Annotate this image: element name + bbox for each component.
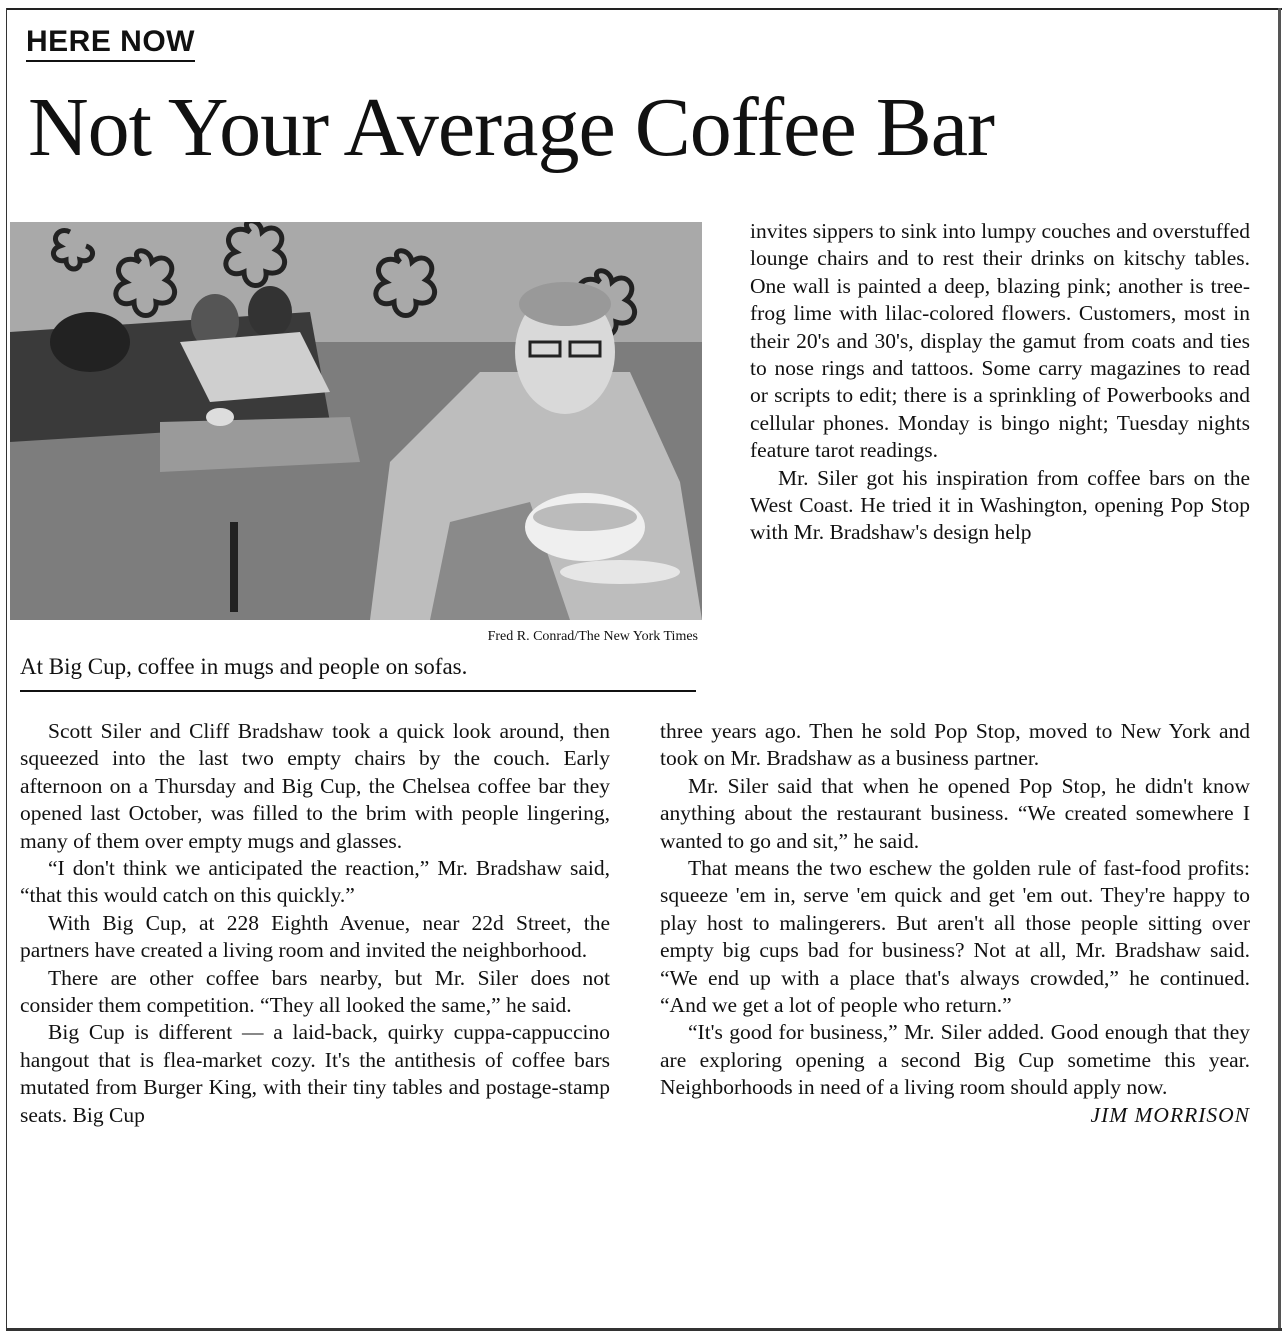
paragraph: three years ago. Then he sold Pop Stop, moved to New York and took on Mr. Bradshaw as a business partner. xyxy=(660,719,1250,771)
column-left xyxy=(20,718,610,1129)
section-label: HERE NOW xyxy=(26,26,195,62)
paragraph: Mr. Siler got his inspiration from coffee bars on the West Coast. He tried it in Washington, opening Pop Stop with Mr. Bradshaw's design help xyxy=(750,465,1250,545)
photo-credit: Fred R. Conrad/The New York Times xyxy=(487,629,698,644)
paragraph: Big Cup is different — a laid-back, quirky cuppa-cappuccino hangout that is flea-market cozy. It's the antithesis of coffee bars mutated from Burger King, with their tiny tables and postage-stamp seats. Big Cup xyxy=(20,1020,610,1127)
page-border-right xyxy=(1278,8,1281,1330)
paragraph: Scott Siler and Cliff Bradshaw took a quick look around, then squeezed into the last two empty chairs by the couch. Early afternoon on a Thursday and Big Cup, the Chelsea coffee bar they opened last October, was filled to the brim with people lingering, many of them over empty mugs and glasses. xyxy=(20,719,610,853)
caption-divider xyxy=(20,690,696,692)
paragraph: Mr. Siler said that when he opened Pop Stop, he didn't know anything about the restaurant business. “We created somewhere I wanted to go and sit,” he said. xyxy=(660,773,1250,853)
headline: Not Your Average Coffee Bar xyxy=(28,81,995,174)
page-border-left xyxy=(6,8,7,1330)
byline: JIM MORRISON xyxy=(1090,1102,1250,1127)
column-right-bottom xyxy=(660,718,1250,1129)
article-photo xyxy=(10,222,702,620)
paragraph: “It's good for business,” Mr. Siler added. Good enough that they are exploring opening a second Big Cup sometime this year. Neighborhoods in need of a living room should apply now. xyxy=(660,1020,1250,1100)
paragraph: With Big Cup, at 228 Eighth Avenue, near 22d Street, the partners have created a living room and invited the neighborhood. xyxy=(20,910,610,963)
photo-caption: At Big Cup, coffee in mugs and people on sofas. xyxy=(20,654,468,679)
photo-coffee-bar-icon xyxy=(10,222,702,620)
paragraph: “I don't think we anticipated the reaction,” Mr. Bradshaw said, “that this would catch on this quickly.” xyxy=(20,856,610,908)
page-border-bottom xyxy=(6,1328,1282,1331)
paragraph: invites sippers to sink into lumpy couches and overstuffed lounge chairs and to rest their drinks on kitschy tables. One wall is painted a deep, blazing pink; another is tree-frog lime with lilac-colored flowers. Customers, most in their 20's and 30's, display the gamut from coats and ties to nose rings and tattoos. Some carry magazines to read or scripts to edit; there is a sprinkling of Powerbooks and cellular phones. Monday is bingo night; Tuesday nights feature tarot readings. xyxy=(750,219,1251,463)
column-right-top xyxy=(750,218,1250,547)
paragraph: That means the two eschew the golden rule of fast-food profits: squeeze 'em in, serve 'em quick and get 'em out. They're happy to play host to malingerers. But aren't all those people sitting over empty big cups bad for business? Not at all, Mr. Bradshaw said. “We end up with a place that's always crowded,” he continued. “And we get a lot of people who return.” xyxy=(660,856,1250,1018)
page-border-top xyxy=(6,8,1282,10)
paragraph: There are other coffee bars nearby, but Mr. Siler does not consider them competition. “They all looked the same,” he said. xyxy=(20,965,610,1018)
